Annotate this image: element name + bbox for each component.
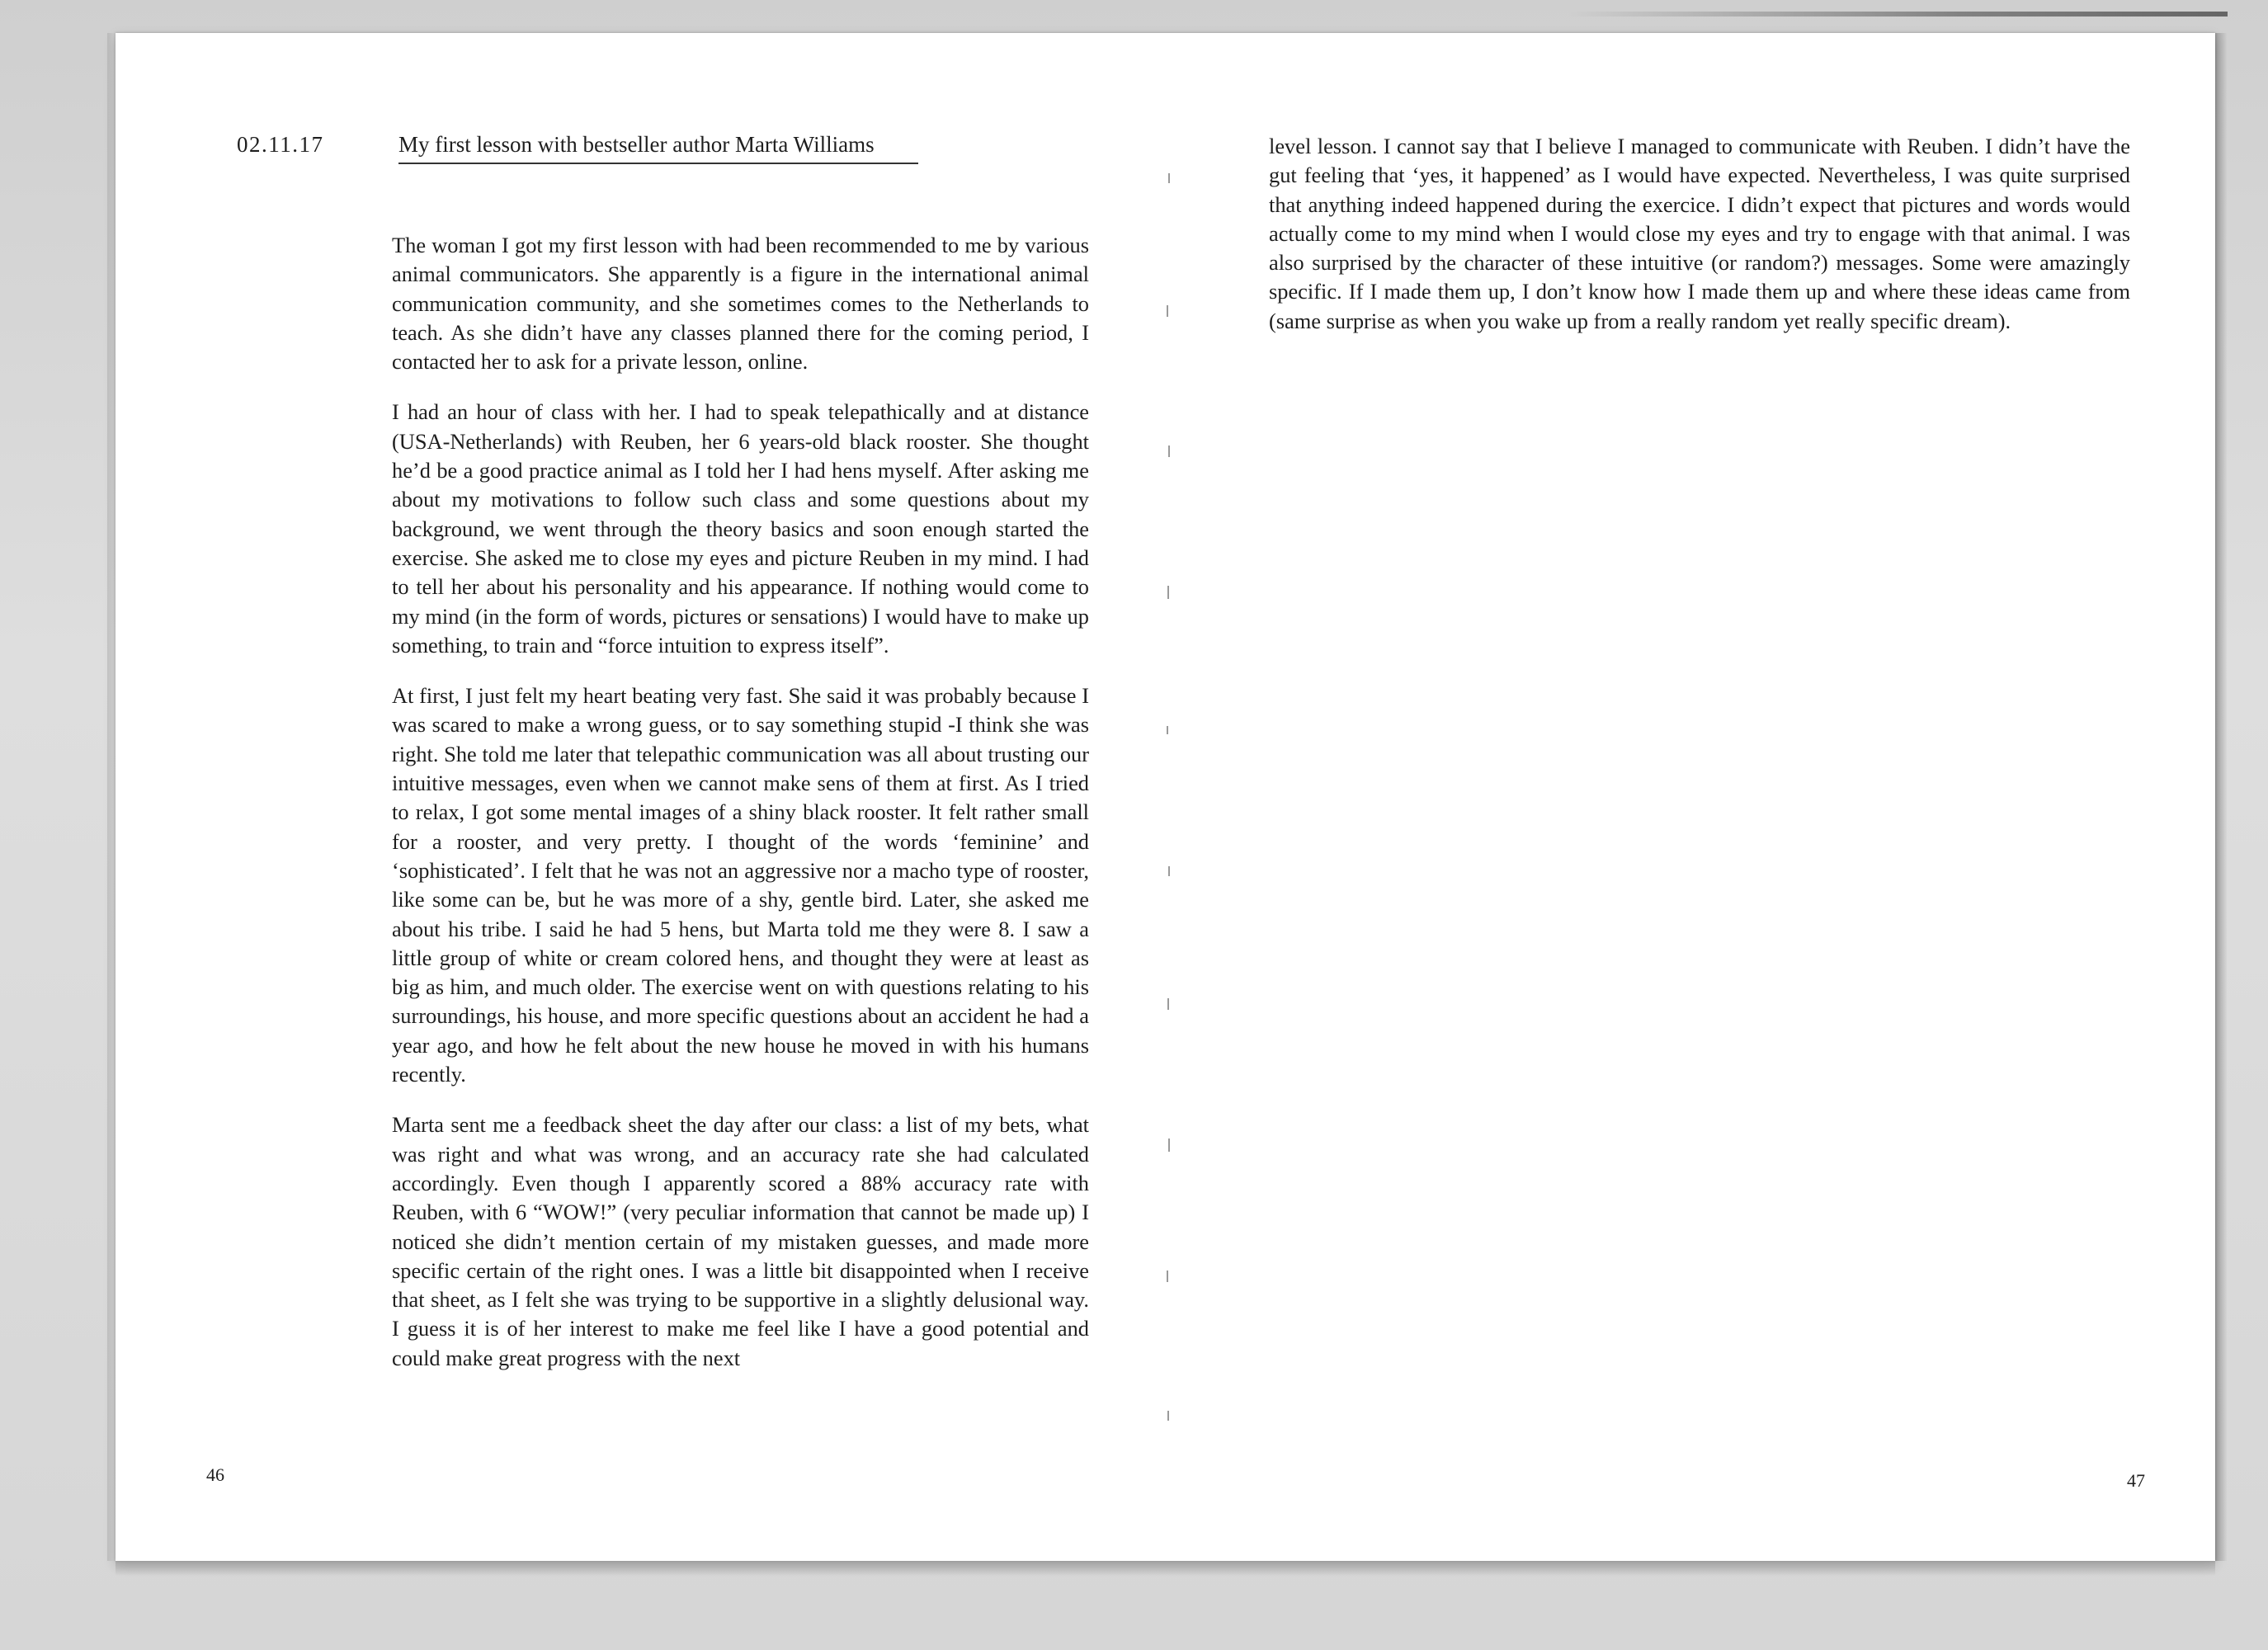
right-paragraph-1: level lesson. I cannot say that I believe I managed to communicate with Reuben. I didn’t have the gut feeling that ‘yes, it happened’ as I would have expected. Nevertheless, I was quite surprised that anything indeed happened during the exercice. I didn’t expect that pictures and words would actually come to my mind when I would close my eyes and try to engage with that animal. I was also surprised by the character of these intuitive (or random?) messages. Some were amazingly specific. If I made them up, I don’t know how I made them up and where these ideas came from (same surprise as when you wake up from a really random yet really specific dream). [1269, 134, 2130, 333]
left-page-body [392, 231, 1089, 1394]
left-paragraph-4: Marta sent me a feedback sheet the day after our class: a list of my bets, what was right and what was wrong, and an accuracy rate she had calculated accordingly. Even though I apparently scored a 88% accuracy rate with Reuben, with 6 “WOW!” (very peculiar information that cannot be made up) I noticed she didn’t mention certain of my mistaken guesses, and made more specific certain of the right ones. I was a little bit disappointed when I receive that sheet, as I felt she was trying to be supportive in a slightly delusional way. I guess it is of her interest to make me feel like I have a good potential and could make great progress with the next [392, 1112, 1089, 1370]
gutter-mark [1167, 1411, 1169, 1421]
chapter-title: My first lesson with bestseller author Marta Williams [398, 132, 918, 164]
gutter-mark [1167, 726, 1168, 734]
book-gutter [1147, 50, 1196, 1534]
gutter-mark [1167, 305, 1168, 317]
gutter-mark [1167, 1270, 1168, 1282]
gutter-mark [1168, 866, 1170, 876]
gutter-mark [1168, 173, 1170, 183]
gutter-mark [1167, 586, 1169, 599]
book-right-edge [2215, 33, 2227, 1561]
book-left-edge [107, 33, 116, 1561]
right-page-body [1269, 132, 2130, 357]
gutter-mark [1168, 1138, 1170, 1152]
page-number-right: 47 [2127, 1470, 2145, 1491]
left-paragraph-1: The woman I got my first lesson with had been recommended to me by various animal communicators. She apparently is a figure in the international animal communication community, and she sometimes comes to the Netherlands to teach. As she didn’t have any classes planned there for the coming period, I contacted her to ask for a private lesson, online. [392, 233, 1089, 375]
page-number-left: 46 [206, 1464, 224, 1485]
gutter-mark [1168, 446, 1170, 457]
scan-streak [1568, 12, 2228, 16]
gutter-mark [1167, 998, 1169, 1010]
book-bottom-shadow [116, 1561, 2215, 1576]
left-paragraph-2: I had an hour of class with her. I had to speak telepathically and at distance (USA-Netherlands) with Reuben, her 6 years-old black rooster. She thought he’d be a good practice animal as I told her I had hens myself. After asking me about my motivations to follow such class and some questions about my background, we went through the theory basics and soon enough started the exercise. She asked me to close my eyes and picture Reuben in my mind. I had to tell her about his personality and his appearance. If nothing would come to my mind (in the form of words, pictures or sensations) I would have to make up something, to train and “force intuition to express itself”. [392, 399, 1089, 658]
left-paragraph-3: At first, I just felt my heart beating very fast. She said it was probably because I was scared to make a wrong guess, or to say something stupid -I think she was right. She told me later that telepathic communication was all about trusting our intuitive messages, even when we cannot make sens of them at first. As I tried to relax, I got some mental images of a shiny black rooster. It felt rather small for a rooster, and very pretty. I thought of the words ‘feminine’ and ‘sophisticated’. I felt that he was not an aggressive nor a macho type of rooster, like some can be, but he was more of a shy, gentle bird. Later, she asked me about his tribe. I said he had 5 hens, but Marta told me they were 8. I saw a little group of white or cream colored hens, and thought they were at least as big as him, and much older. The exercise went on with questions relating to his surroundings, his house, and more specific questions about an accident he had a year ago, and how he felt about the new house he moved in with his humans recently. [392, 683, 1089, 1087]
entry-date: 02.11.17 [237, 132, 324, 157]
